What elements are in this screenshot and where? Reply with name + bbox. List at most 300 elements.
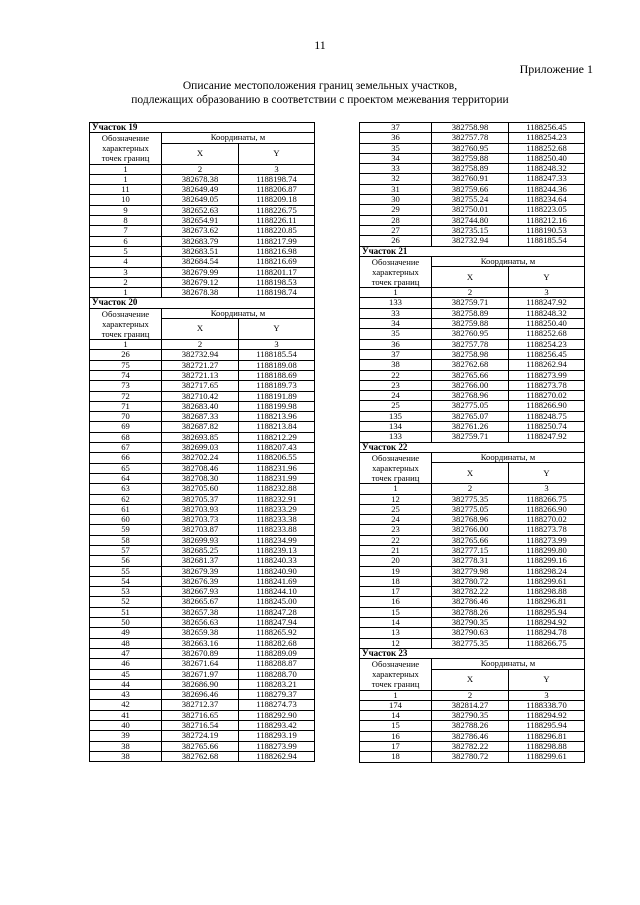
x-coordinate: 382790.63 (432, 628, 509, 638)
x-coordinate: 382712.37 (162, 700, 239, 710)
point-number: 133 (360, 298, 432, 308)
x-coordinate: 382759.71 (432, 298, 509, 308)
x-coordinate: 382703.73 (162, 515, 239, 525)
y-coordinate: 1188298.88 (509, 587, 585, 597)
x-coordinate: 382735.15 (432, 225, 509, 235)
y-coordinate: 1188273.99 (509, 370, 585, 380)
coordinates-header: Координаты, м (162, 133, 315, 143)
header-row (360, 659, 585, 669)
y-coordinate: 1188254.23 (509, 133, 585, 143)
y-coordinate: 1188294.92 (509, 711, 585, 721)
table-row (90, 721, 315, 731)
point-number: 15 (360, 721, 432, 731)
table-row (90, 751, 315, 761)
table-row (360, 556, 585, 566)
table-row (360, 143, 585, 153)
y-coordinate: 1188232.91 (239, 494, 315, 504)
y-header: Y (509, 669, 585, 690)
table-row (90, 257, 315, 267)
x-coordinate: 382652.63 (162, 205, 239, 215)
x-coordinate: 382717.65 (162, 381, 239, 391)
x-coordinate: 382779.98 (432, 566, 509, 576)
x-coordinate: 382699.03 (162, 443, 239, 453)
point-number: 2 (90, 277, 162, 287)
table-row (90, 525, 315, 535)
point-number: 53 (90, 587, 162, 597)
point-number: 39 (90, 731, 162, 741)
point-number: 38 (90, 741, 162, 751)
y-coordinate: 1188212.16 (509, 215, 585, 225)
table-row (360, 205, 585, 215)
y-coordinate: 1188299.61 (509, 576, 585, 586)
column-number: 3 (509, 484, 585, 494)
table-row (90, 648, 315, 658)
x-coordinate: 382786.46 (432, 597, 509, 607)
x-coordinate: 382649.49 (162, 185, 239, 195)
x-coordinate: 382759.88 (432, 153, 509, 163)
table-row (90, 494, 315, 504)
x-coordinate: 382759.88 (432, 319, 509, 329)
x-coordinate: 382678.38 (162, 288, 239, 298)
x-coordinate: 382703.87 (162, 525, 239, 535)
table-row (360, 700, 585, 710)
point-number: 35 (360, 329, 432, 339)
x-coordinate: 382768.96 (432, 515, 509, 525)
column-number: 2 (162, 164, 239, 174)
y-coordinate: 1188189.08 (239, 360, 315, 370)
table-row (90, 659, 315, 669)
point-number: 68 (90, 432, 162, 442)
table-row (360, 752, 585, 762)
y-coordinate: 1188247.28 (239, 607, 315, 617)
x-coordinate: 382750.01 (432, 205, 509, 215)
table-row (90, 576, 315, 586)
y-coordinate: 1188289.09 (239, 648, 315, 658)
x-coordinate: 382788.26 (432, 721, 509, 731)
x-coordinate: 382759.66 (432, 184, 509, 194)
x-coordinate: 382790.35 (432, 711, 509, 721)
y-coordinate: 1188233.88 (239, 525, 315, 535)
y-coordinate: 1188248.32 (509, 164, 585, 174)
point-number: 50 (90, 618, 162, 628)
point-number: 71 (90, 401, 162, 411)
x-coordinate: 382758.98 (432, 123, 509, 133)
x-coordinate: 382766.00 (432, 380, 509, 390)
table-row (90, 236, 315, 246)
point-number: 67 (90, 443, 162, 453)
x-coordinate: 382721.27 (162, 360, 239, 370)
y-coordinate: 1188234.64 (509, 195, 585, 205)
designation-line: точек границ (101, 153, 150, 164)
y-coordinate: 1188299.61 (509, 752, 585, 762)
table-row (90, 216, 315, 226)
y-coordinate: 1188252.68 (509, 329, 585, 339)
x-coordinate: 382782.22 (432, 587, 509, 597)
document-title (0, 79, 640, 107)
table-row (360, 525, 585, 535)
header-row (90, 133, 315, 143)
point-number: 133 (360, 432, 432, 442)
point-number: 30 (360, 195, 432, 205)
x-coordinate: 382775.35 (432, 494, 509, 504)
x-coordinate: 382699.93 (162, 535, 239, 545)
point-number: 58 (90, 535, 162, 545)
y-coordinate: 1188296.81 (509, 731, 585, 741)
y-coordinate: 1188239.13 (239, 545, 315, 555)
coordinates-table (89, 122, 315, 762)
x-coordinate: 382775.05 (432, 401, 509, 411)
y-coordinate: 1188299.16 (509, 556, 585, 566)
point-number: 15 (360, 607, 432, 617)
point-number: 38 (360, 360, 432, 370)
point-number: 35 (360, 143, 432, 153)
left-column (89, 122, 314, 762)
y-coordinate: 1188283.21 (239, 679, 315, 689)
point-number: 22 (360, 535, 432, 545)
coordinates-header: Координаты, м (432, 452, 585, 462)
coordinates-table (359, 122, 585, 763)
point-number: 54 (90, 576, 162, 586)
y-coordinate: 1188266.90 (509, 401, 585, 411)
table-row (360, 123, 585, 133)
x-header: X (162, 143, 239, 164)
y-header: Y (509, 267, 585, 288)
y-coordinate: 1188207.43 (239, 443, 315, 453)
y-coordinate: 1188191.89 (239, 391, 315, 401)
x-coordinate: 382683.51 (162, 246, 239, 256)
table-row (90, 741, 315, 751)
designation-header (360, 452, 432, 483)
y-coordinate: 1188213.84 (239, 422, 315, 432)
table-row (90, 597, 315, 607)
table-row (90, 515, 315, 525)
y-coordinate: 1188298.24 (509, 566, 585, 576)
point-number: 48 (90, 638, 162, 648)
column-number: 1 (90, 340, 162, 350)
x-coordinate: 382665.67 (162, 597, 239, 607)
x-coordinate: 382696.46 (162, 690, 239, 700)
page-number: 11 (314, 38, 326, 52)
point-number: 34 (360, 319, 432, 329)
y-coordinate: 1188198.74 (239, 174, 315, 184)
point-number: 57 (90, 545, 162, 555)
table-row (90, 391, 315, 401)
table-row (90, 412, 315, 422)
table-row (90, 205, 315, 215)
y-coordinate: 1188266.75 (509, 638, 585, 648)
x-coordinate: 382673.62 (162, 226, 239, 236)
y-coordinate: 1188216.98 (239, 246, 315, 256)
x-coordinate: 382702.24 (162, 453, 239, 463)
point-number: 16 (360, 597, 432, 607)
y-coordinate: 1188234.99 (239, 535, 315, 545)
column-number: 3 (239, 164, 315, 174)
table-row (360, 329, 585, 339)
y-coordinate: 1188294.92 (509, 618, 585, 628)
point-number: 26 (90, 350, 162, 360)
y-coordinate: 1188220.85 (239, 226, 315, 236)
y-coordinate: 1188188.69 (239, 370, 315, 380)
table-row (90, 628, 315, 638)
y-coordinate: 1188256.45 (509, 349, 585, 359)
point-number: 36 (360, 133, 432, 143)
point-number: 4 (90, 257, 162, 267)
table-row (360, 742, 585, 752)
point-number: 12 (360, 494, 432, 504)
column-number: 2 (162, 340, 239, 350)
point-number: 1 (90, 174, 162, 184)
title-line-2: подлежащих образованию в соответствии с проектом межевания территории (131, 94, 509, 106)
y-coordinate: 1188185.54 (509, 236, 585, 246)
x-coordinate: 382755.24 (432, 195, 509, 205)
table-row (360, 494, 585, 504)
designation-line: Обозначение (371, 257, 420, 267)
point-number: 42 (90, 700, 162, 710)
y-coordinate: 1188299.80 (509, 545, 585, 555)
section-title: Участок 23 (360, 648, 585, 658)
x-coordinate: 382782.22 (432, 742, 509, 752)
point-number: 65 (90, 463, 162, 473)
y-header: Y (509, 463, 585, 484)
point-number: 13 (360, 628, 432, 638)
x-coordinate: 382708.30 (162, 473, 239, 483)
y-coordinate: 1188279.37 (239, 690, 315, 700)
point-number: 25 (360, 504, 432, 514)
y-coordinate: 1188265.92 (239, 628, 315, 638)
point-number: 40 (90, 721, 162, 731)
designation-line: Обозначение (101, 308, 150, 319)
y-coordinate: 1188292.90 (239, 710, 315, 720)
y-coordinate: 1188270.02 (509, 391, 585, 401)
y-coordinate: 1188199.98 (239, 401, 315, 411)
table-row (360, 339, 585, 349)
point-number: 21 (360, 545, 432, 555)
x-coordinate: 382676.39 (162, 576, 239, 586)
table-row (90, 618, 315, 628)
y-coordinate: 1188252.68 (509, 143, 585, 153)
y-coordinate: 1188256.45 (509, 123, 585, 133)
x-coordinate: 382667.93 (162, 587, 239, 597)
y-coordinate: 1188254.23 (509, 339, 585, 349)
x-coordinate: 382683.40 (162, 401, 239, 411)
designation-line: точек границ (371, 277, 420, 287)
table-row (360, 349, 585, 359)
point-number: 14 (360, 618, 432, 628)
x-coordinate: 382705.37 (162, 494, 239, 504)
table-row (90, 545, 315, 555)
point-number: 63 (90, 484, 162, 494)
table-row (90, 277, 315, 287)
point-number: 6 (90, 236, 162, 246)
point-number: 46 (90, 659, 162, 669)
x-coordinate: 382659.38 (162, 628, 239, 638)
x-coordinate: 382656.63 (162, 618, 239, 628)
x-header: X (432, 267, 509, 288)
designation-line: Обозначение (371, 453, 420, 464)
y-coordinate: 1188273.99 (509, 535, 585, 545)
title-line-1: Описание местоположения границ земельных участков, (182, 80, 458, 92)
y-coordinate: 1188273.78 (509, 380, 585, 390)
x-header: X (162, 319, 239, 340)
designation-header (360, 256, 432, 287)
point-number: 37 (360, 349, 432, 359)
y-coordinate: 1188250.40 (509, 153, 585, 163)
column-number-row (360, 690, 585, 700)
column-number: 2 (432, 288, 509, 298)
column-number: 3 (509, 288, 585, 298)
point-number: 36 (360, 339, 432, 349)
y-coordinate: 1188247.92 (509, 298, 585, 308)
column-number: 3 (239, 340, 315, 350)
point-number: 134 (360, 422, 432, 432)
point-number: 70 (90, 412, 162, 422)
point-number: 56 (90, 556, 162, 566)
x-coordinate: 382716.54 (162, 721, 239, 731)
table-row (90, 504, 315, 514)
point-number: 18 (360, 752, 432, 762)
table-row (90, 195, 315, 205)
table-row (90, 443, 315, 453)
x-coordinate: 382786.46 (432, 731, 509, 741)
table-row (90, 350, 315, 360)
point-number: 60 (90, 515, 162, 525)
y-coordinate: 1188247.33 (509, 174, 585, 184)
x-coordinate: 382654.91 (162, 216, 239, 226)
right-column (359, 122, 584, 763)
y-coordinate: 1188262.94 (239, 751, 315, 761)
y-coordinate: 1188198.53 (239, 277, 315, 287)
point-number: 32 (360, 174, 432, 184)
table-row (360, 504, 585, 514)
table-row (90, 422, 315, 432)
y-coordinate: 1188248.75 (509, 411, 585, 421)
point-number: 43 (90, 690, 162, 700)
y-coordinate: 1188217.99 (239, 236, 315, 246)
point-number: 135 (360, 411, 432, 421)
y-coordinate: 1188273.78 (509, 525, 585, 535)
designation-line: характерных (102, 143, 149, 154)
column-number-row (90, 340, 315, 350)
table-row (360, 545, 585, 555)
point-number: 20 (360, 556, 432, 566)
x-coordinate: 382777.15 (432, 545, 509, 555)
designation-header (90, 308, 162, 339)
x-coordinate: 382788.26 (432, 607, 509, 617)
x-coordinate: 382685.25 (162, 545, 239, 555)
designation-line: Обозначение (371, 659, 420, 670)
table-row (90, 185, 315, 195)
table-row (90, 587, 315, 597)
column-number: 1 (360, 690, 432, 700)
point-number: 61 (90, 504, 162, 514)
table-row (360, 597, 585, 607)
section-title-row (90, 298, 315, 308)
point-number: 8 (90, 216, 162, 226)
table-row (90, 226, 315, 236)
designation-line: характерных (372, 669, 419, 680)
point-number: 11 (90, 185, 162, 195)
y-coordinate: 1188288.87 (239, 659, 315, 669)
table-row (90, 174, 315, 184)
x-coordinate: 382693.85 (162, 432, 239, 442)
point-number: 24 (360, 391, 432, 401)
point-number: 3 (90, 267, 162, 277)
y-coordinate: 1188232.88 (239, 484, 315, 494)
table-row (360, 319, 585, 329)
x-header: X (432, 463, 509, 484)
y-coordinate: 1188245.00 (239, 597, 315, 607)
designation-line: точек границ (371, 473, 420, 484)
x-coordinate: 382710.42 (162, 391, 239, 401)
point-number: 66 (90, 453, 162, 463)
x-coordinate: 382687.82 (162, 422, 239, 432)
x-coordinate: 382765.66 (162, 741, 239, 751)
table-row (90, 607, 315, 617)
x-header: X (432, 669, 509, 690)
y-coordinate: 1188295.94 (509, 607, 585, 617)
x-coordinate: 382765.66 (432, 535, 509, 545)
column-number: 1 (90, 164, 162, 174)
point-number: 28 (360, 215, 432, 225)
point-number: 9 (90, 205, 162, 215)
designation-header (360, 659, 432, 690)
point-number: 73 (90, 381, 162, 391)
table-row (360, 225, 585, 235)
table-row (90, 690, 315, 700)
point-number: 33 (360, 164, 432, 174)
y-coordinate: 1188293.19 (239, 731, 315, 741)
table-row (360, 576, 585, 586)
y-coordinate: 1188293.42 (239, 721, 315, 731)
point-number: 41 (90, 710, 162, 720)
column-number-row (360, 288, 585, 298)
table-row (360, 391, 585, 401)
y-coordinate: 1188338.70 (509, 700, 585, 710)
x-coordinate: 382721.13 (162, 370, 239, 380)
x-coordinate: 382732.94 (432, 236, 509, 246)
table-row (360, 308, 585, 318)
table-row (360, 618, 585, 628)
y-coordinate: 1188262.94 (509, 360, 585, 370)
table-row (90, 246, 315, 256)
y-coordinate: 1188240.33 (239, 556, 315, 566)
designation-header (90, 133, 162, 164)
x-coordinate: 382671.64 (162, 659, 239, 669)
x-coordinate: 382679.39 (162, 566, 239, 576)
point-number: 10 (90, 195, 162, 205)
table-row (360, 628, 585, 638)
y-coordinate: 1188190.53 (509, 225, 585, 235)
point-number: 72 (90, 391, 162, 401)
x-coordinate: 382758.89 (432, 164, 509, 174)
table-row (360, 298, 585, 308)
y-coordinate: 1188226.11 (239, 216, 315, 226)
table-row (90, 432, 315, 442)
x-coordinate: 382681.37 (162, 556, 239, 566)
point-number: 64 (90, 473, 162, 483)
x-coordinate: 382679.12 (162, 277, 239, 287)
header-row (360, 256, 585, 266)
point-number: 49 (90, 628, 162, 638)
point-number: 47 (90, 648, 162, 658)
header-row (360, 452, 585, 462)
coordinates-header: Координаты, м (432, 256, 585, 266)
point-number: 45 (90, 669, 162, 679)
designation-line: характерных (372, 267, 419, 277)
point-number: 174 (360, 700, 432, 710)
x-coordinate: 382761.26 (432, 422, 509, 432)
y-coordinate: 1188233.38 (239, 515, 315, 525)
